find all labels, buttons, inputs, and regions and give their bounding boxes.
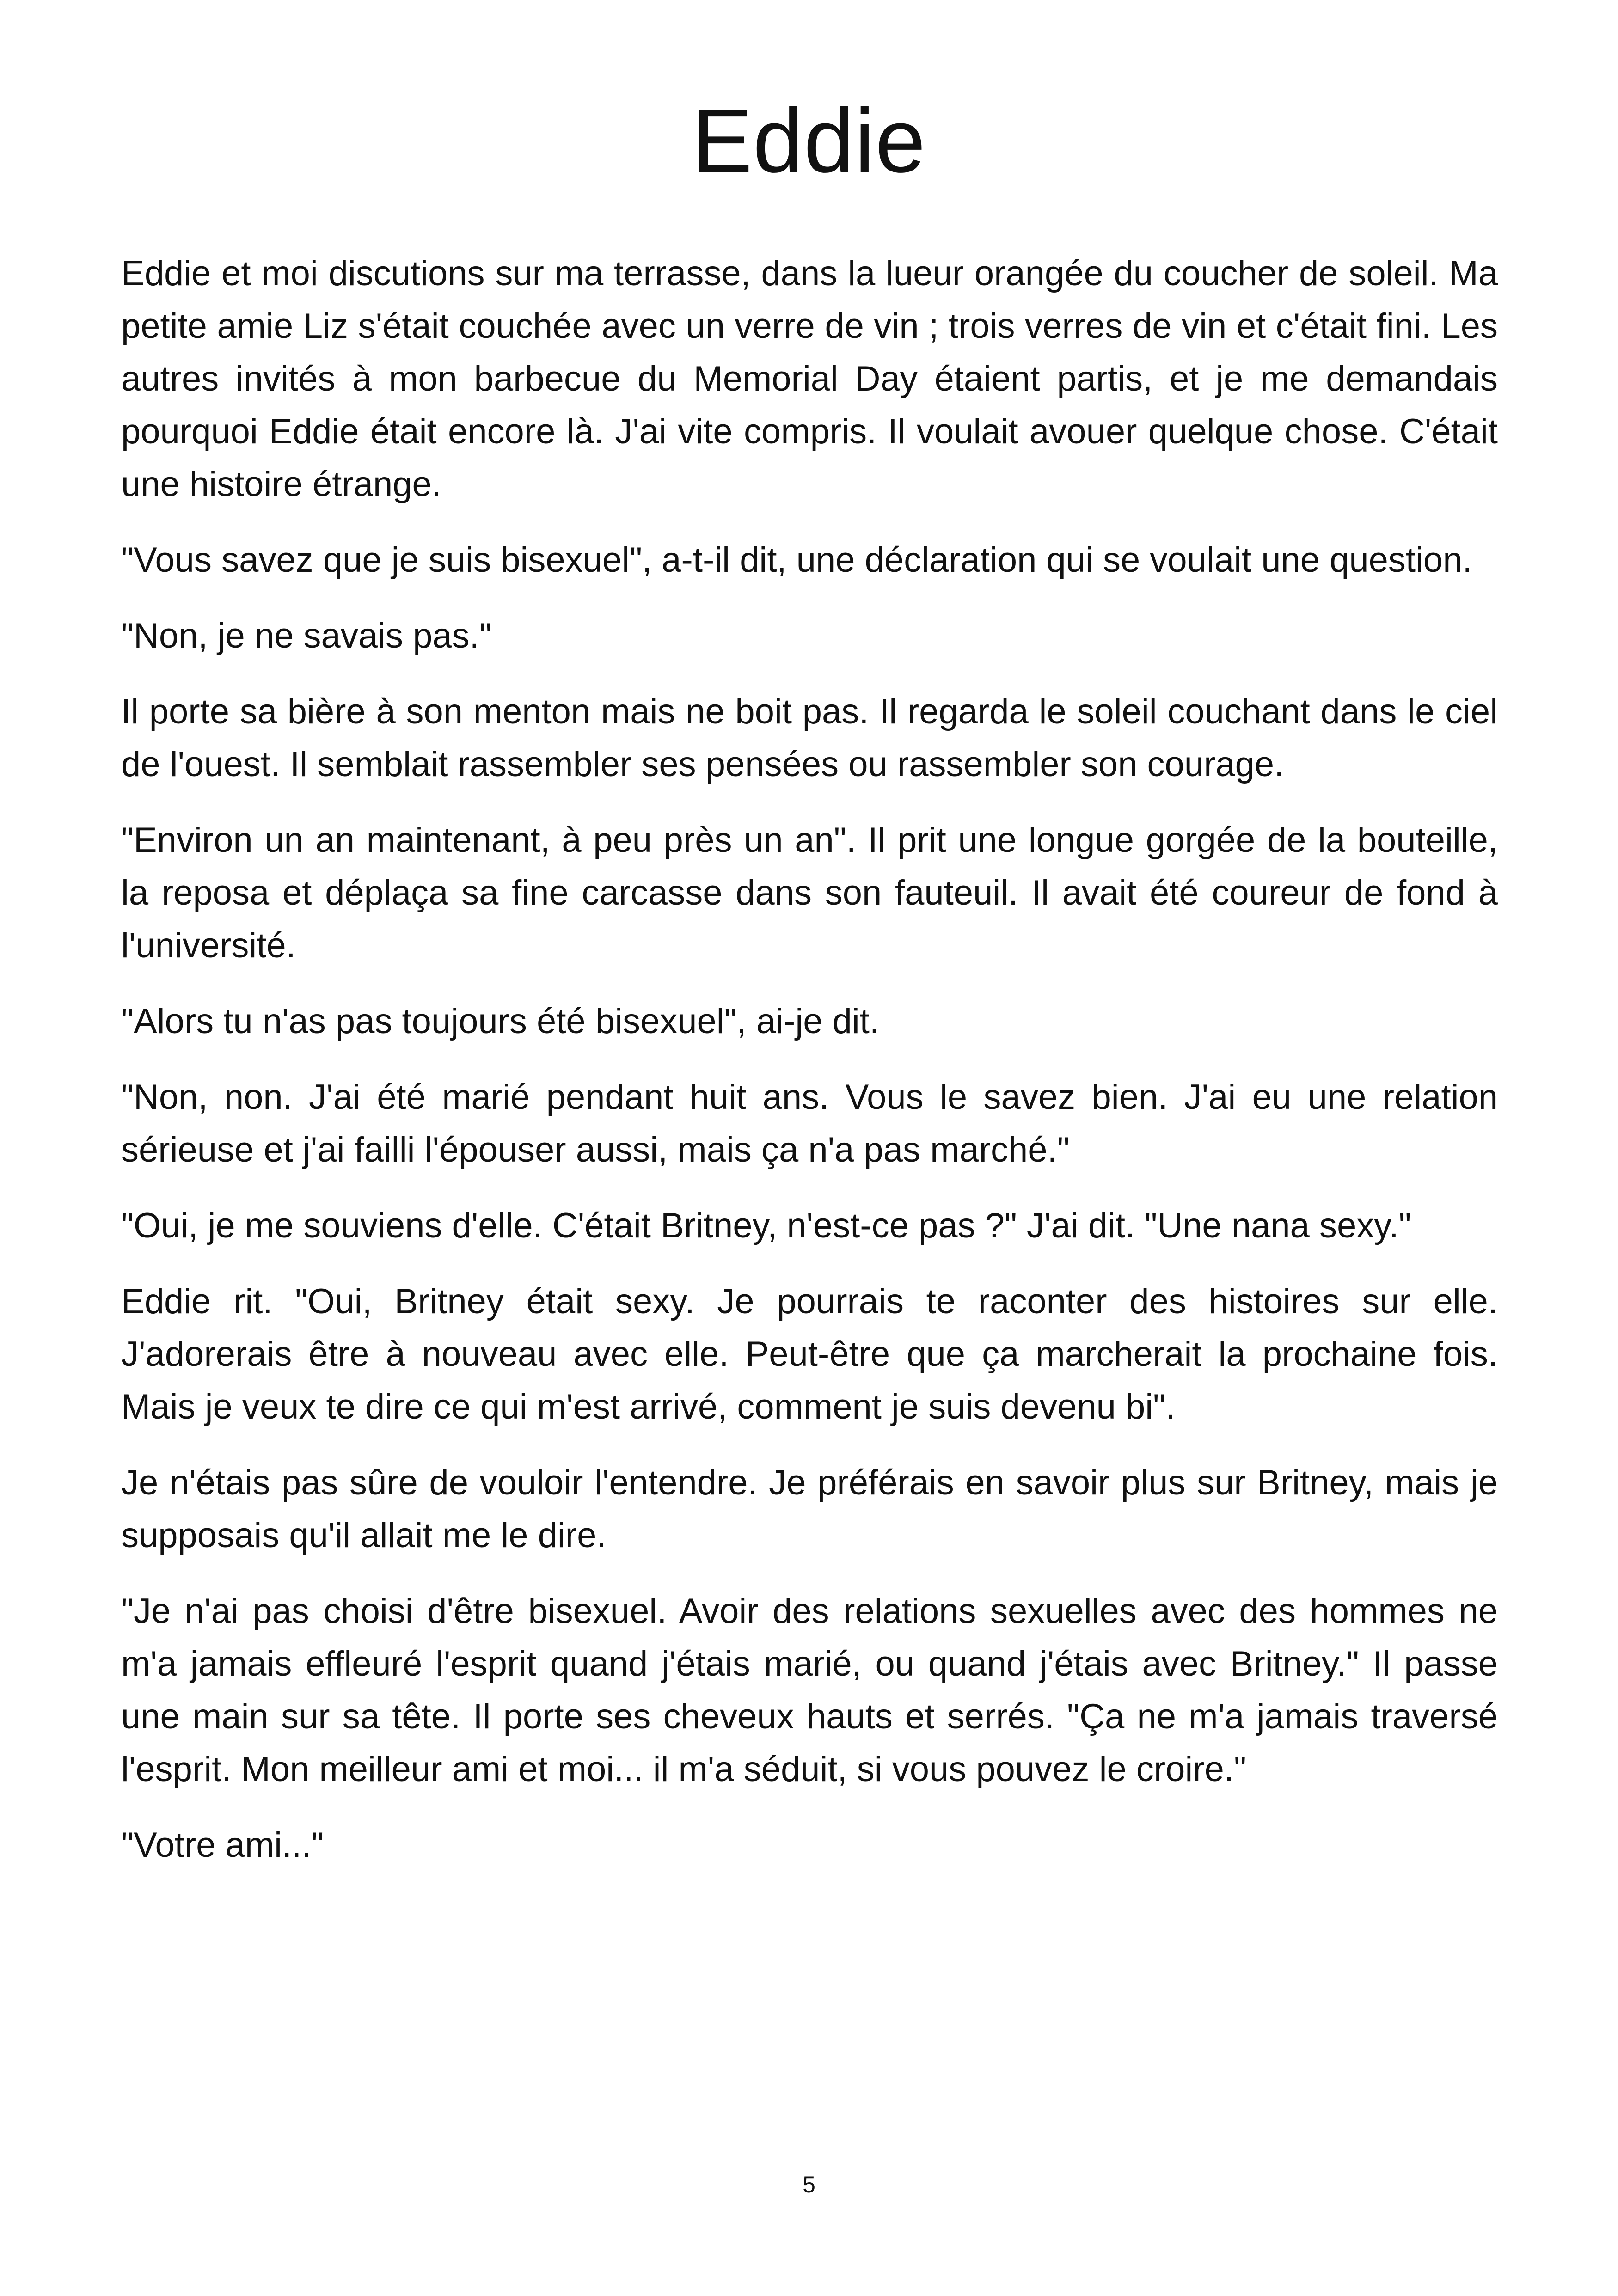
paragraph: Eddie rit. "Oui, Britney était sexy. Je pourrais te raconter des histoires sur elle. J'adorerais être à nouveau avec elle. Peut-être que ça marcherait la prochaine fois. Mais je veux te dire ce qui m'est arrivé, comment je suis devenu bi". — [121, 1282, 1498, 1427]
paragraph: "Alors tu n'as pas toujours été bisexuel", ai-je dit. — [121, 1002, 879, 1041]
paragraph: "Je n'ai pas choisi d'être bisexuel. Avoir des relations sexuelles avec des hommes ne m'a jamais effleuré l'esprit quand j'étais marié, ou quand j'étais avec Britney." Il passe une main sur sa tête. Il porte ses cheveux hauts et serrés. "Ça ne m'a jamais traversé l'esprit. Mon meilleur ami et moi... il m'a séduit, si vous pouvez le croire." — [121, 1592, 1498, 1789]
paragraph: Il porte sa bière à son menton mais ne boit pas. Il regarda le soleil couchant dans le ciel de l'ouest. Il semblait rassembler ses pensées ou rassembler son courage. — [121, 692, 1498, 784]
page-number: 5 — [803, 2172, 815, 2198]
paragraph: "Non, non. J'ai été marié pendant huit ans. Vous le savez bien. J'ai eu une relation sérieuse et j'ai failli l'épouser aussi, mais ça n'a pas marché." — [121, 1078, 1498, 1169]
page-title: Eddie — [692, 90, 926, 191]
paragraph: Eddie et moi discutions sur ma terrasse, dans la lueur orangée du coucher de soleil. Ma petite amie Liz s'était couchée avec un verre de vin ; trois verres de vin et c'était fini. Les autres invités à mon barbecue du Memorial Day étaient partis, et je me demandais pourquoi Eddie était encore là. J'ai vite compris. Il voulait avouer quelque chose. C'était une histoire étrange. — [121, 254, 1498, 504]
paragraph: "Non, je ne savais pas." — [121, 616, 492, 655]
paragraph: "Vous savez que je suis bisexuel", a-t-il dit, une déclaration qui se voulait une question. — [121, 540, 1472, 580]
paragraph: Je n'étais pas sûre de vouloir l'entendre. Je préférais en savoir plus sur Britney, mais je supposais qu'il allait me le dire. — [121, 1463, 1498, 1555]
paragraph: "Oui, je me souviens d'elle. C'était Britney, n'est-ce pas ?" J'ai dit. "Une nana sexy." — [121, 1206, 1411, 1245]
paragraph: "Votre ami..." — [121, 1825, 324, 1865]
body-text — [121, 247, 1498, 1895]
paragraph: "Environ un an maintenant, à peu près un an". Il prit une longue gorgée de la bouteille, la reposa et déplaça sa fine carcasse dans son fauteuil. Il avait été coureur de fond à l'université. — [121, 820, 1498, 965]
